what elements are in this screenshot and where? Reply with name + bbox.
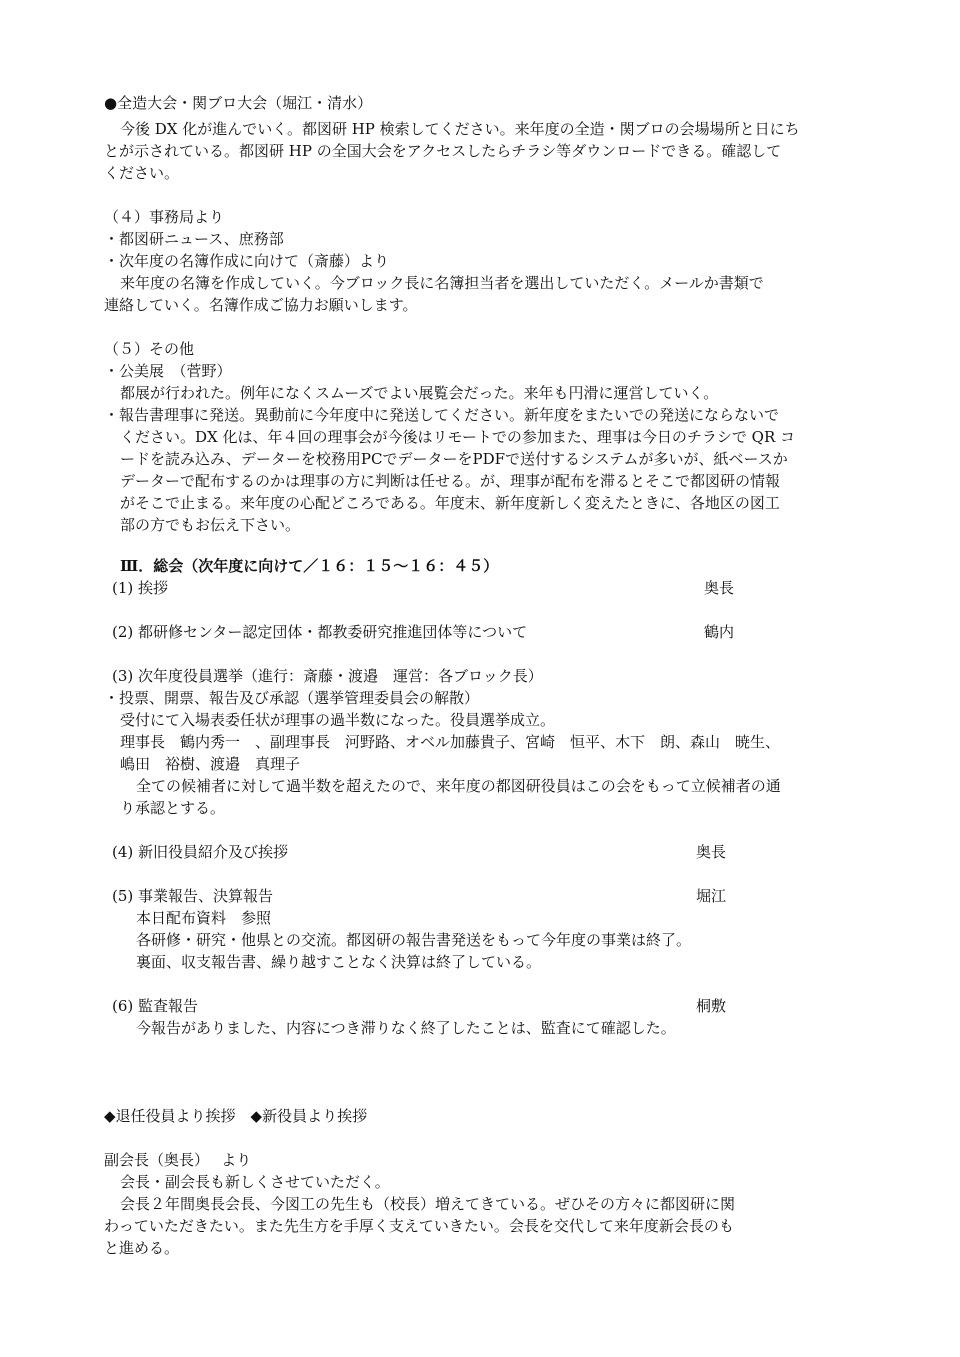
paragraph-line: わっていただきたい。また先生方を手厚く支えていきたい。会長を交代して来年度新会長のも — [104, 1217, 734, 1235]
paragraph-line: り承認とする。 — [120, 799, 226, 817]
paragraph-line: 嶋田 裕樹、渡邉 真理子 — [120, 755, 301, 773]
paragraph-line: がそこで止まる。来年度の心配どころである。年度末、新年度新しく変えたときに、各地区の図工 — [120, 494, 780, 512]
section-heading: ◆退任役員より挨拶 ◆新役員より挨拶 — [104, 1107, 368, 1125]
paragraph-line: 受付にて入場表委任状が理事の過半数になった。役員選挙成立。 — [120, 711, 556, 729]
agenda-item-label: (6) 監査報告 — [112, 997, 199, 1015]
bullet-item: ・次年度の名簿作成に向けて（斎藤）より — [104, 252, 390, 270]
paragraph-line: 会長・副会長も新しくさせていただく。 — [120, 1173, 390, 1191]
paragraph-line: ください。 — [104, 164, 180, 182]
paragraph-line: 部の方でもお伝え下さい。 — [120, 516, 301, 534]
section-heading: ●全造大会・関ブロ大会（堀江・清水） — [104, 94, 373, 112]
paragraph-line: 都展が行われた。例年になくスムーズでよい展覧会だった。来年も円滑に運営していく。 — [120, 384, 719, 402]
paragraph-line: 会長２年間奥長会長、今図工の先生も（校長）増えてきている。ぜひその方々に都図研に関 — [120, 1195, 736, 1213]
agenda-item-label: (2) 都研修センター認定団体・都教委研究推進団体等について — [112, 623, 528, 641]
agenda-item-person: 奥長 — [696, 843, 727, 861]
bullet-item: ・投票、開票、報告及び承認（選挙管理委員会の解散） — [104, 689, 480, 707]
paragraph-line: 本日配布資料 参照 — [136, 909, 272, 927]
paragraph-line: 全ての候補者に対して過半数を超えたので、来年度の都図研役員はこの会をもって立候補者の通 — [136, 777, 781, 795]
section-heading: （５）その他 — [104, 340, 195, 358]
agenda-item-label: (1) 挨拶 — [112, 579, 169, 597]
bullet-item: ・都図研ニュース、庶務部 — [104, 230, 284, 248]
paragraph-line: 理事長 鶴内秀一 、副理事長 河野路、オベル加藤貴子、宮崎 恒平、木下 朗、森山 暁生、 — [120, 733, 781, 751]
paragraph-line: 今報告がありました、内容につき滞りなく終了したことは、監査にて確認した。 — [136, 1019, 676, 1037]
paragraph-line: ください。DX 化は、年４回の理事会が今後はリモートでの参加また、理事は今日のチラシで QR コ — [120, 428, 796, 446]
paragraph-line: と進める。 — [104, 1239, 180, 1257]
agenda-item-label: (5) 事業報告、決算報告 — [112, 887, 274, 905]
agenda-item-person: 奥長 — [704, 579, 735, 597]
paragraph-line: 来年度の名簿を作成していく。今ブロック長に名簿担当者を選出していただく。メールか書類で — [120, 274, 764, 292]
agenda-item-label: (3) 次年度役員選挙（進行：斎藤・渡邉 運営：各ブロック長） — [112, 667, 543, 685]
section-heading: Ⅲ．総会（次年度に向けて／１６：１５～１６：４５） — [120, 557, 499, 575]
bullet-item: ・報告書理事に発送。異動前に今年度中に発送してください。新年度をまたいでの発送にならないで — [104, 406, 780, 424]
speaker-line: 副会長（奥長） より — [104, 1151, 252, 1169]
paragraph-line: データーで配布するのかは理事の方に判断は任せる。が、理事が配布を滞るとそこで都図研の情報 — [120, 472, 781, 490]
paragraph-line: 今後 DX 化が進んでいく。都図研 HP 検索してください。来年度の全造・関ブロの会場場所と日にち — [120, 120, 800, 138]
paragraph-line: 裏面、収支報告書、繰り越すことなく決算は終了している。 — [136, 953, 542, 971]
agenda-item-person: 鶴内 — [704, 623, 735, 641]
paragraph-line: とが示されている。都図研 HP の全国大会をアクセスしたらチラシ等ダウンロードできる。確認して — [104, 142, 782, 160]
agenda-item-person: 桐敷 — [696, 997, 727, 1015]
agenda-item-person: 堀江 — [696, 887, 727, 905]
paragraph-line: ードを読み込み、データーを校務用PCでデーターをPDFで送付するシステムが多いが、紙ベースか — [120, 450, 788, 468]
paragraph-line: 連絡していく。名簿作成ご協力お願いします。 — [104, 296, 418, 314]
paragraph-line: 各研修・研究・他県との交流。都図研の報告書発送をもって今年度の事業は終了。 — [136, 931, 692, 949]
agenda-item-label: (4) 新旧役員紹介及び挨拶 — [112, 843, 289, 861]
bullet-item: ・公美展 （菅野） — [104, 362, 232, 380]
section-heading: （４）事務局より — [104, 208, 225, 226]
